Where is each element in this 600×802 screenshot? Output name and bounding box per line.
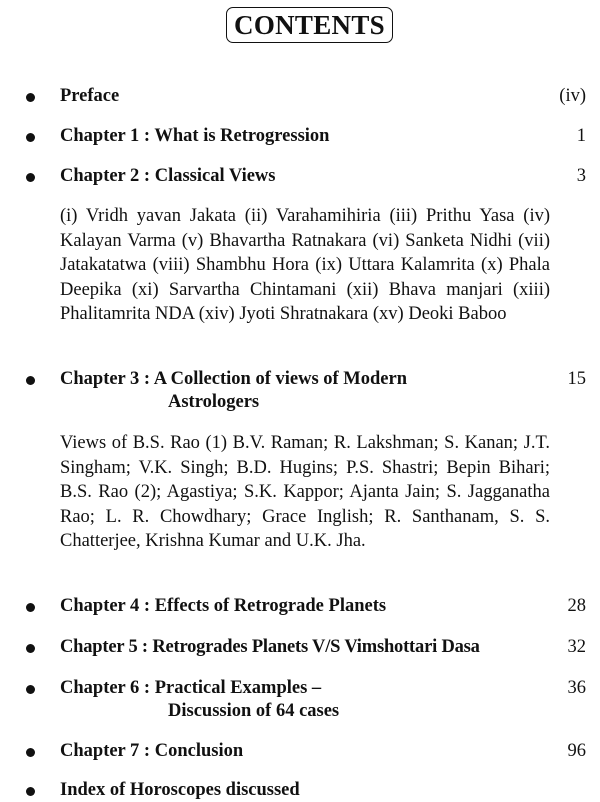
chapter-2-description: (i) Vridh yavan Jakata (ii) Varahamihiria (iii) Prithu Yasa (iv) Kalayan Varma (v) Bhavartha Ratnakara (vi) Sanketa Nidhi (vii) Jatakatatwa (viii) Shambhu Hora (ix) Uttara Kalamrita (x) Phala Deepika (xi) Sarvartha Chintamani (xii) Bhava manjari (xiii) Phalitamrita NDA (xiv) Jyoti Shratnakara (xv) Deoki Baboo xyxy=(60,206,550,324)
page-title: CONTENTS xyxy=(234,9,385,40)
bullet-icon xyxy=(26,173,35,182)
toc-page-number: 1 xyxy=(576,126,586,146)
toc-page-number: 15 xyxy=(567,369,586,389)
bullet-icon xyxy=(26,376,35,385)
toc-entry-title xyxy=(60,677,339,723)
bullet-icon xyxy=(26,685,35,694)
bullet-icon xyxy=(26,748,35,757)
toc-page-number: 28 xyxy=(567,596,586,616)
toc-entry-title-line-1: Chapter 3 : A Collection of views of Modern xyxy=(60,369,408,389)
toc-page-number: 32 xyxy=(567,637,586,657)
toc-entry-title: Chapter 7 : Conclusion xyxy=(60,741,244,761)
bullet-icon xyxy=(26,93,35,102)
toc-page-number: (iv) xyxy=(559,86,586,106)
toc-entry-title-line-1: Chapter 6 : Practical Examples – xyxy=(60,678,322,698)
toc-page-number: 3 xyxy=(576,166,586,186)
chapter-3-description: Views of B.S. Rao (1) B.V. Raman; R. Lakshman; S. Kanan; J.T. Singham; V.K. Singh; B.D. Hugins; P.S. Shastri; Bepin Bihari; B.S. Rao (2); Agastiya; S.K. Kappor; Ajanta Jain; S. Jagganatha Rao; L. R. Chowdhary; Grace Inglish; R. Santhanam, S. S. Chatterjee, Krishna Kumar and U.K. Jha. xyxy=(60,433,550,551)
bullet-icon xyxy=(26,603,35,612)
toc-entry-title: Preface xyxy=(60,86,120,106)
toc-page-number: 96 xyxy=(567,741,586,761)
toc-entry-title: Chapter 1 : What is Retrogression xyxy=(60,126,330,146)
toc-page-number: 36 xyxy=(567,678,586,698)
toc-entry-title: Chapter 5 : Retrogrades Planets V/S Vimshottari Dasa xyxy=(60,637,480,657)
toc-entry-title: Index of Horoscopes discussed xyxy=(60,780,300,800)
toc-entry-title: Chapter 4 : Effects of Retrograde Planets xyxy=(60,596,387,616)
bullet-icon xyxy=(26,787,35,796)
contents-title-box xyxy=(226,7,393,43)
toc-entry-title: Chapter 2 : Classical Views xyxy=(60,166,276,186)
bullet-icon xyxy=(26,644,35,653)
toc-entry-title xyxy=(60,368,407,414)
toc-entry-title-line-2: Discussion of 64 cases xyxy=(168,701,340,721)
toc-entry-title-line-2: Astrologers xyxy=(168,392,260,412)
bullet-icon xyxy=(26,133,35,142)
